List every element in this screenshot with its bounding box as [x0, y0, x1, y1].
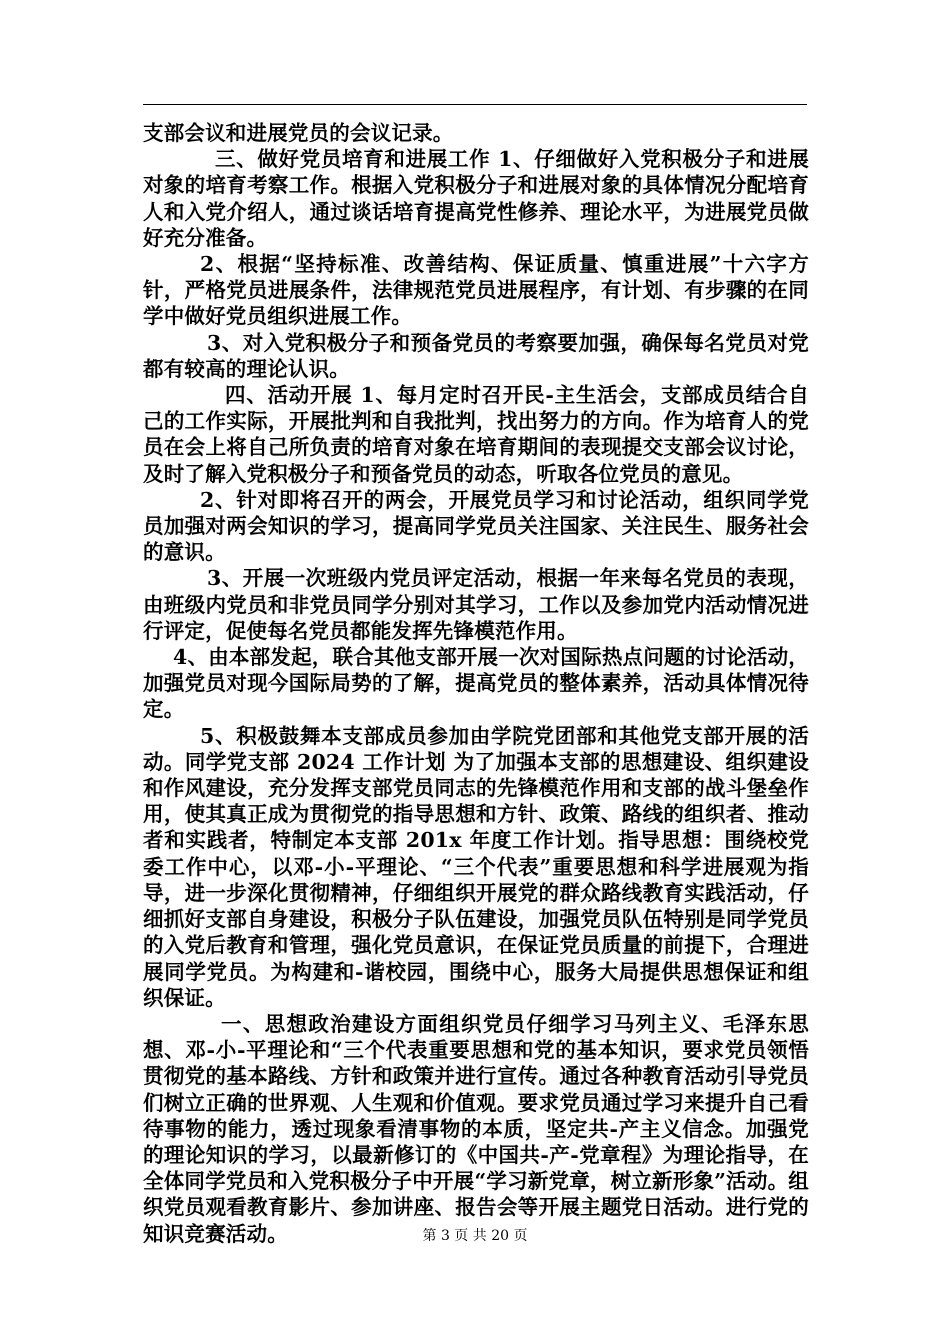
paragraph: 三、做好党员培育和进展工作 1、仔细做好入党积极分子和进展对象的培育考察工作。根据入党积极分子和进展对象的具体情况分配培育人和入党介绍人，通过谈话培育提高党性修养、理论水平，为进展党员做好充分准备。	[143, 147, 809, 250]
paragraph: 2、针对即将召开的两会，开展党员学习和讨论活动，组织同学党员加强对两会知识的学习，提高同学党员关注国家、关注民生、服务社会的意识。	[143, 487, 809, 565]
header-rule	[143, 104, 807, 105]
paragraph: 2、根据“坚持标准、改善结构、保证质量、慎重进展”十六字方针，严格党员进展条件，法律规范党员进展程序，有计划、有步骤的在同学中做好党员组织进展工作。	[143, 252, 809, 329]
body-text	[143, 120, 809, 1247]
paragraph: 4、由本部发起，联合其他支部开展一次对国际热点问题的讨论活动，加强党员对现今国际局势的了解，提高党员的整体素养，活动具体情况待定。	[143, 645, 809, 722]
page-number-label: 第 3 页 共 20 页	[422, 1228, 528, 1244]
paragraph: 3、对入党积极分子和预备党员的考察要加强，确保每名党员对党都有较高的理论认识。	[143, 330, 809, 381]
paragraph: 四、活动开展 1、每月定时召开民-主生活会，支部成员结合自己的工作实际，开展批判和自我批判，找出努力的方向。作为培育人的党员在会上将自己所负责的培育对象在培育期间的表现提交支部会议讨论，及时了解入党积极分子和预备党员的动态，听取各位党员的意见。	[143, 383, 809, 486]
paragraph: 5、积极鼓舞本支部成员参加由学院党团部和其他党支部开展的活动。同学党支部 2024 工作计划 为了加强本支部的思想建设、组织建设和作风建设，充分发挥支部党员同志的先锋模范作用和支部的战斗堡垒作用，使其真正成为贯彻党的指导思想和方针、政策、路线的组织者、推动者和实践者，特制定本支部 201x 年度工作计划。指导思想：围绕校党委工作中心，以邓-小-平理论、“三个代表”重要思想和科学进展观为指导，进一步深化贯彻精神，仔细组织开展党的群众路线教育实践活动，仔细抓好支部自身建设，积极分子队伍建设，加强党员队伍特别是同学党员的入党后教育和管理，强化党员意识，在保证党员质量的前提下，合理进展同学党员。为构建和-谐校园，围绕中心，服务大局提供思想保证和组织保证。	[143, 723, 809, 1010]
paragraph: 支部会议和进展党员的会议记录。	[143, 121, 454, 145]
page-footer	[0, 1227, 950, 1245]
paragraph: 3、开展一次班级内党员评定活动，根据一年来每名党员的表现，由班级内党员和非党员同学分别对其学习，工作以及参加党内活动情况进行评定，促使每名党员都能发挥先锋模范作用。	[143, 566, 809, 643]
paragraph: 一、思想政治建设方面组织党员仔细学习马列主义、毛泽东思想、邓-小-平理论和“三个代表重要思想和党的基本知识，要求党员领悟贯彻党的基本路线、方针和政策并进行宣传。通过各种教育活动引导党员们树立正确的世界观、人生观和价值观。要求党员通过学习来提升自己看待事物的能力，透过现象看清事物的本质，坚定共-产主义信念。加强党的理论知识的学习，以最新修订的《中国共-产-党章程》为理论指导，在全体同学党员和入党积极分子中开展“学习新党章，树立新形象”活动。组织党员观看教育影片、参加讲座、报告会等开展主题党日活动。进行党的知识竞赛活动。	[143, 1011, 809, 1246]
